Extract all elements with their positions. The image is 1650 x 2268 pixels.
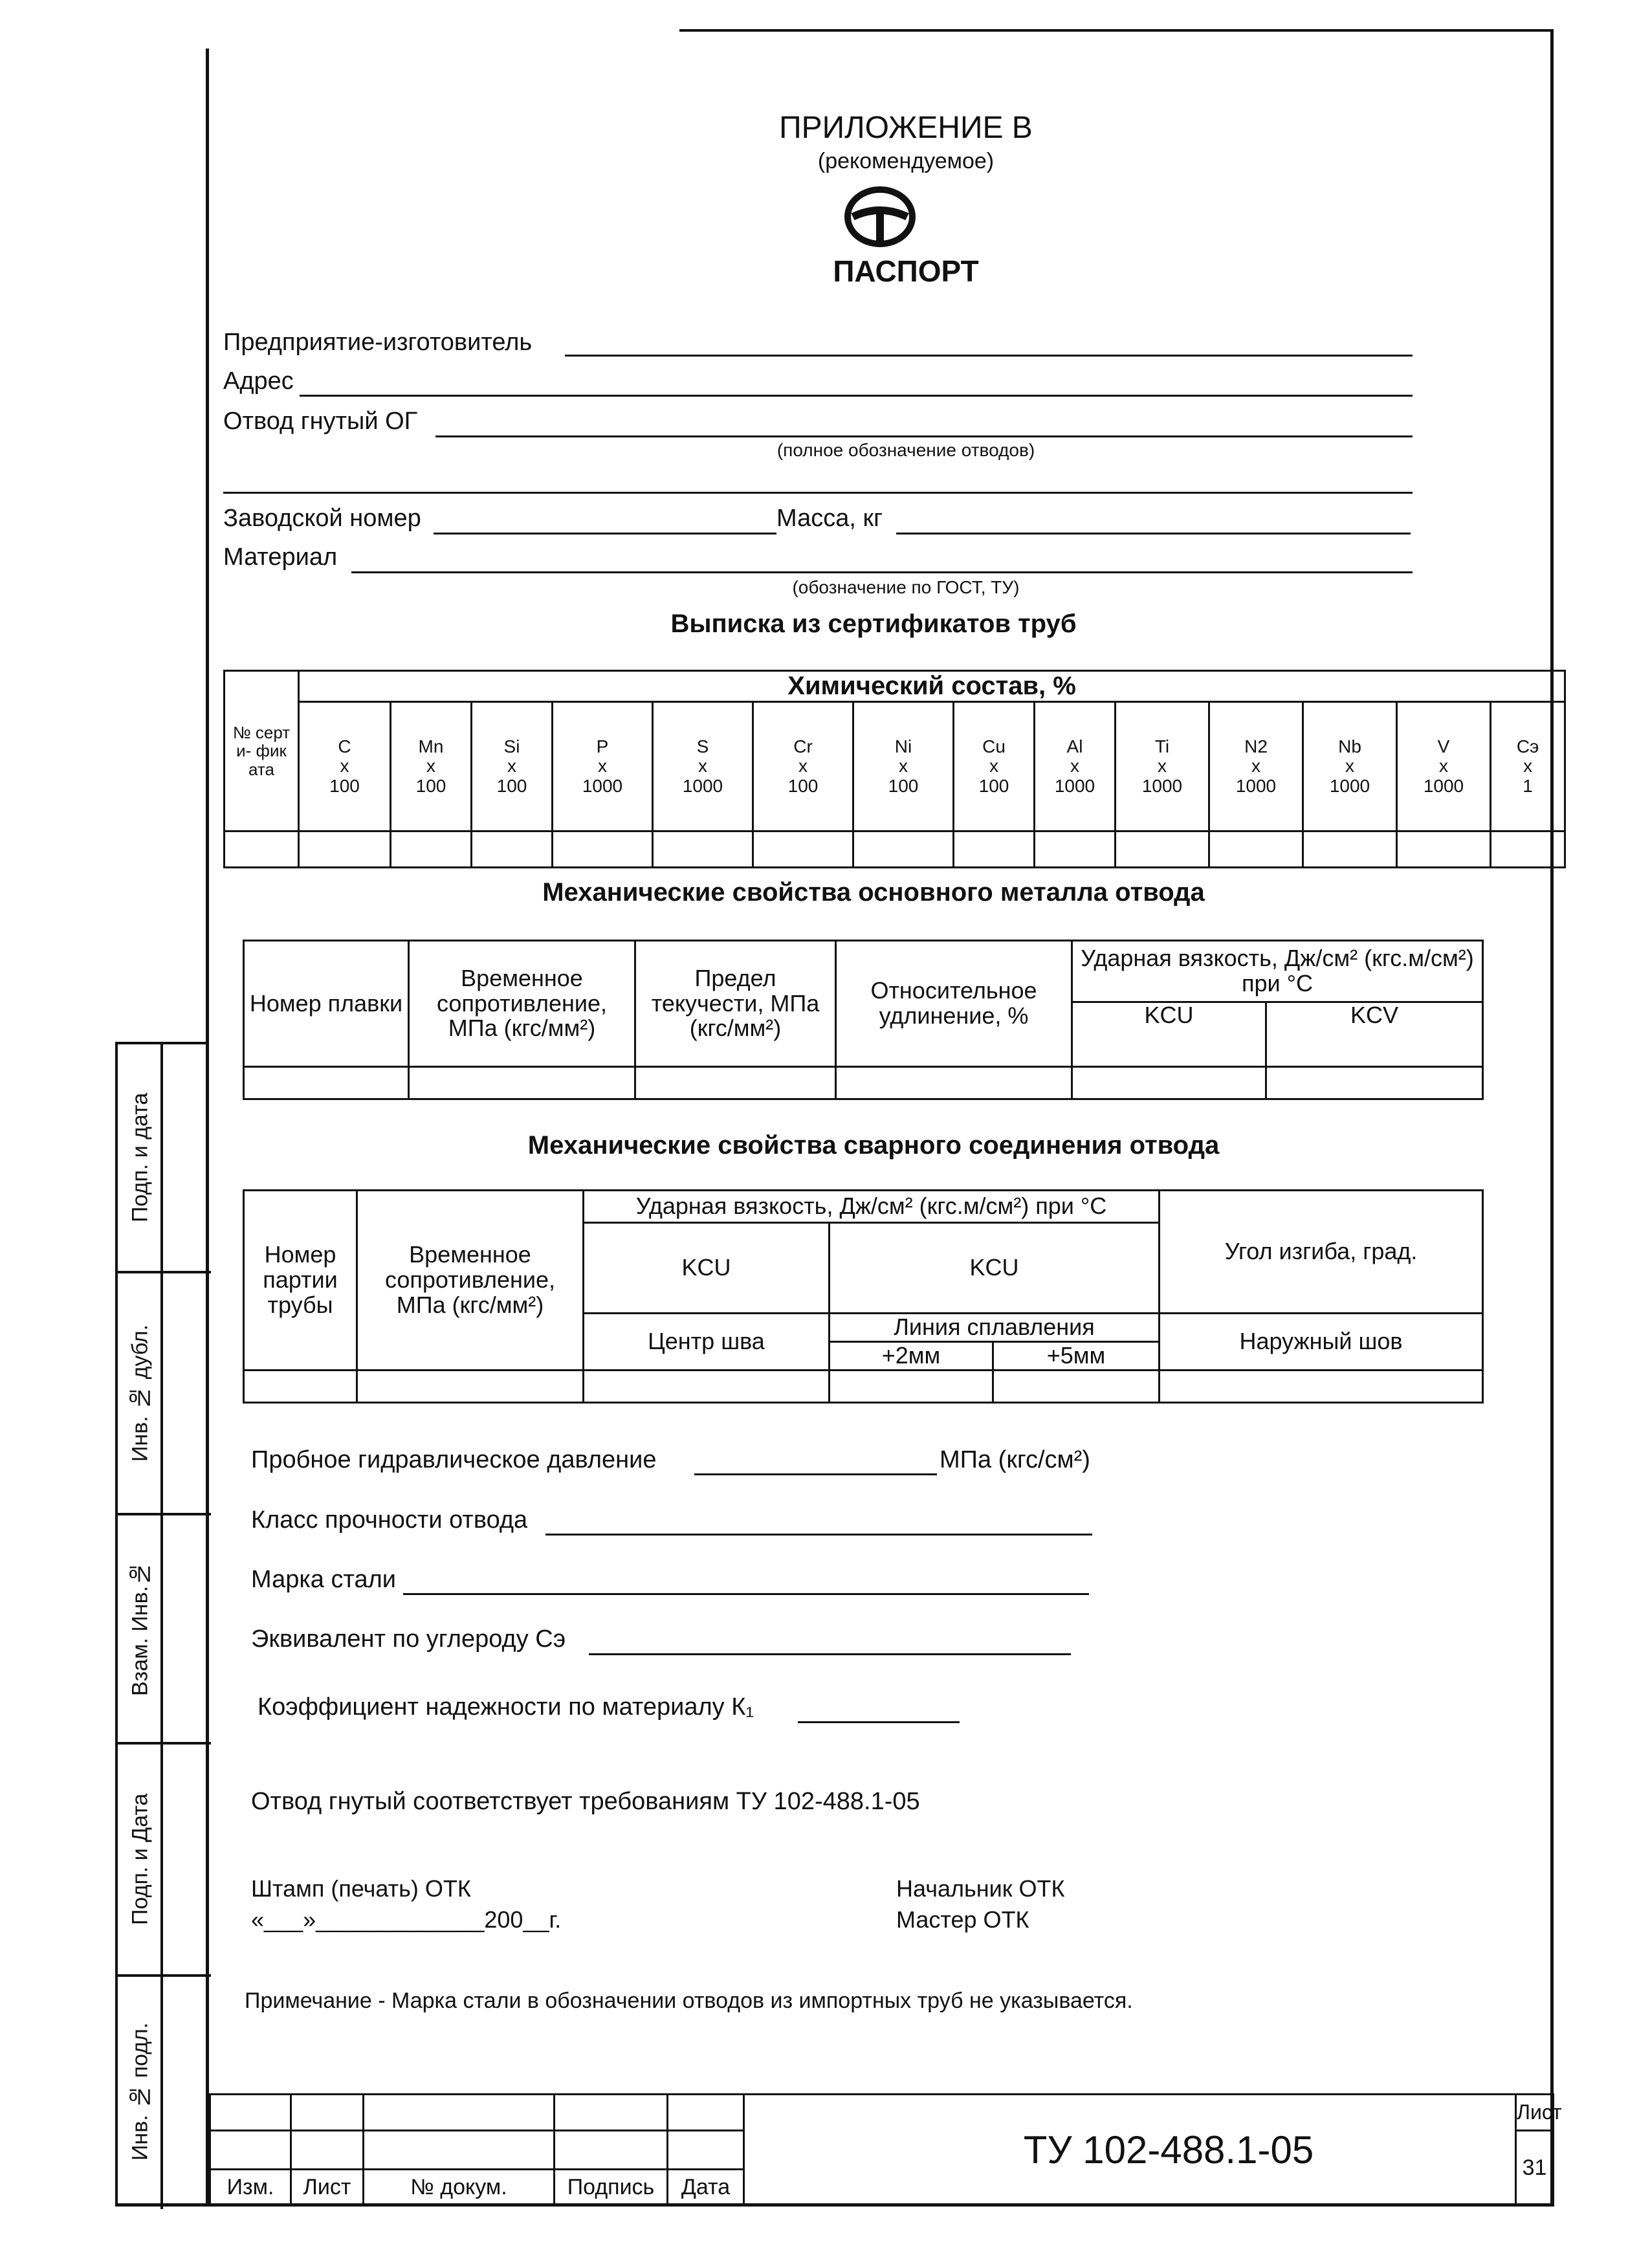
chem-element-factor: 1000 xyxy=(1141,775,1183,796)
chem-element-1 xyxy=(391,702,472,831)
chem-element-symbol: Ti xyxy=(1154,736,1170,757)
bend-line-2[interactable] xyxy=(223,492,1413,494)
pressure-label: Пробное гидравлическое давление xyxy=(251,1446,657,1473)
chem-section-title: Выписка из сертификатов труб xyxy=(670,610,1077,638)
chem-element-10 xyxy=(1209,702,1303,831)
address-label: Адрес xyxy=(223,368,294,395)
base-metal-table xyxy=(243,940,1484,1100)
yield-header: Предел текучести, МПа (кгс/мм²) xyxy=(635,941,836,1067)
heat-number-header: Номер плавки xyxy=(244,941,409,1067)
base-tensile-header: Временное сопротивление, МПа (кгс/мм²) xyxy=(409,941,635,1067)
chem-element-factor: 1000 xyxy=(582,775,623,796)
chem-element-factor: 1000 xyxy=(1423,775,1464,796)
chem-element-x: x xyxy=(1439,756,1448,776)
compliance-text: Отвод гнутый соответствует требованиям ТУ 102-488.1-05 xyxy=(251,1788,920,1815)
batch-header: Номер партии трубы xyxy=(244,1191,357,1371)
pressure-line[interactable] xyxy=(694,1473,937,1475)
gazprom-logo xyxy=(841,184,919,249)
chem-element-symbol: Cu xyxy=(982,736,1006,757)
coef-label: Коэффициент надежности по материалу К₁ xyxy=(258,1693,754,1721)
chem-element-symbol: S xyxy=(696,736,709,757)
chem-element-factor: 100 xyxy=(415,775,446,796)
side-sign-date-1: Подп. и дата xyxy=(127,1092,153,1223)
cert-header: № серт и- фик ата xyxy=(225,671,299,831)
chem-element-symbol: P xyxy=(596,736,609,757)
chem-element-3 xyxy=(553,702,653,831)
carbon-label: Эквивалент по углероду Сэ xyxy=(251,1625,566,1653)
chem-element-factor: 1 xyxy=(1523,775,1533,796)
kcv-header: KCV xyxy=(1266,1002,1483,1067)
pressure-unit: МПа (кгс/см²) xyxy=(940,1446,1090,1473)
chem-element-x: x xyxy=(698,756,707,776)
chem-element-4 xyxy=(653,702,753,831)
chem-element-factor: 1000 xyxy=(1054,775,1095,796)
chem-element-9 xyxy=(1116,702,1209,831)
chem-element-symbol: Сэ xyxy=(1516,736,1539,757)
chem-element-x: x xyxy=(1251,756,1260,776)
chem-element-x: x xyxy=(1070,756,1079,776)
doc-code: ТУ 102-488.1-05 xyxy=(744,2095,1516,2206)
weld-table xyxy=(243,1189,1484,1404)
bend-label: Отвод гнутый ОГ xyxy=(223,408,418,435)
chem-element-symbol: Nb xyxy=(1338,736,1361,757)
steel-label: Марка стали xyxy=(251,1566,397,1593)
chem-element-symbol: C xyxy=(338,736,351,757)
bend-angle-header: Угол изгиба, град. xyxy=(1160,1191,1483,1314)
stamp-label: Штамп (печать) ОТК xyxy=(251,1875,471,1902)
bend-line[interactable] xyxy=(435,435,1413,437)
side-sign-date-2: Подп. и Дата xyxy=(127,1793,153,1926)
chem-element-x: x xyxy=(798,756,808,776)
chem-data-row[interactable] xyxy=(225,831,1565,868)
frame-top-line xyxy=(679,29,1553,32)
base-impact-header: Ударная вязкость, Дж/см² (кгс.м/см²) при °С xyxy=(1072,941,1483,1002)
chem-element-x: x xyxy=(340,756,349,776)
chief-label: Начальник ОТК xyxy=(896,1875,1065,1902)
title-block xyxy=(209,2093,1562,2207)
bend-caption: (полное обозначение отводов) xyxy=(776,440,1035,460)
chem-element-symbol: Mn xyxy=(418,736,444,757)
signature-label: Подпись xyxy=(555,2170,668,2206)
kcu-header: KCU xyxy=(1072,1002,1266,1067)
chem-element-x: x xyxy=(1523,756,1533,776)
side-replace-inv: Взам. Инв.№ xyxy=(127,1561,153,1697)
weld-tensile-header: Временное сопротивление, МПа (кгс/мм²) xyxy=(357,1191,584,1371)
chem-element-factor: 100 xyxy=(978,775,1009,796)
chem-element-symbol: Al xyxy=(1066,736,1083,757)
chem-element-8 xyxy=(1035,702,1116,831)
chem-element-5 xyxy=(753,702,853,831)
mass-line[interactable] xyxy=(896,533,1411,534)
frame-right-line xyxy=(1550,29,1554,2207)
chem-element-factor: 1000 xyxy=(1329,775,1370,796)
date-line: «___»_____________200__г. xyxy=(251,1906,562,1933)
chem-element-factor: 100 xyxy=(496,775,527,796)
coef-line[interactable] xyxy=(798,1721,960,1723)
address-line[interactable] xyxy=(300,395,1413,397)
chem-element-x: x xyxy=(1345,756,1354,776)
appendix-subtitle: (рекомендуемое) xyxy=(817,149,995,173)
chem-element-symbol: N2 xyxy=(1244,736,1268,757)
chem-element-7 xyxy=(954,702,1035,831)
chem-element-x: x xyxy=(1158,756,1167,776)
passport-title: ПАСПОРТ xyxy=(833,254,979,288)
material-label: Материал xyxy=(223,544,338,571)
manufacturer-label: Предприятие-изготовитель xyxy=(223,329,533,356)
weld-data-row[interactable] xyxy=(244,1371,1483,1403)
date-label: Дата xyxy=(668,2170,744,2206)
chem-element-0 xyxy=(299,702,391,831)
chem-element-symbol: Ni xyxy=(894,736,912,757)
material-line[interactable] xyxy=(351,571,1413,573)
steel-line[interactable] xyxy=(403,1593,1089,1595)
plus2-header: +2мм xyxy=(830,1342,993,1371)
chem-element-factor: 100 xyxy=(888,775,919,796)
manufacturer-line[interactable] xyxy=(565,355,1413,357)
doc-no-label: № докум. xyxy=(364,2170,555,2206)
chem-element-factor: 1000 xyxy=(682,775,723,796)
base-metal-data-row[interactable] xyxy=(244,1067,1483,1099)
weld-title: Механические свойства сварного соединения отвода xyxy=(527,1131,1220,1160)
chem-element-6 xyxy=(853,702,954,831)
strength-label: Класс прочности отвода xyxy=(251,1506,528,1534)
weld-center-header: Центр шва xyxy=(584,1314,830,1371)
base-metal-title: Механические свойства основного металла отвода xyxy=(542,878,1205,907)
note-text: Примечание - Марка стали в обозначении отводов из импортных труб не указывается. xyxy=(245,1988,1133,2013)
chem-element-factor: 1000 xyxy=(1235,775,1277,796)
weld-kcu-2: KCU xyxy=(830,1223,1160,1314)
chem-element-factor: 100 xyxy=(787,775,819,796)
carbon-line[interactable] xyxy=(589,1653,1071,1655)
serial-label: Заводской номер xyxy=(223,505,421,532)
serial-line[interactable] xyxy=(434,533,776,534)
chem-element-11 xyxy=(1303,702,1397,831)
chem-element-x: x xyxy=(426,756,435,776)
composition-header: Химический состав, % xyxy=(299,671,1565,702)
chem-element-symbol: V xyxy=(1437,736,1450,757)
plus5-header: +5мм xyxy=(993,1342,1160,1371)
chem-element-12 xyxy=(1397,702,1491,831)
side-orig-inv: Инв. № подл. xyxy=(127,2022,153,2161)
list-label: Лист xyxy=(291,2170,364,2206)
izm-label: Изм. xyxy=(210,2170,291,2206)
appendix-title: ПРИЛОЖЕНИЕ В xyxy=(779,111,1033,145)
chem-element-x: x xyxy=(989,756,998,776)
chem-element-2 xyxy=(472,702,553,831)
fusion-line-header: Линия сплавления xyxy=(830,1314,1160,1342)
elongation-header: Относительное удлинение, % xyxy=(836,941,1072,1067)
chem-element-symbol: Si xyxy=(503,736,520,757)
chem-element-factor: 100 xyxy=(329,775,360,796)
weld-kcu-1: KCU xyxy=(584,1223,830,1314)
side-stamp xyxy=(115,1042,208,2207)
outer-seam-header: Наружный шов xyxy=(1160,1314,1483,1371)
sheet-number: 31 xyxy=(1516,2131,1554,2206)
chem-element-x: x xyxy=(507,756,516,776)
side-dup-inv: Инв. № дубл. xyxy=(127,1324,153,1462)
material-caption: (обозначение по ГОСТ, ТУ) xyxy=(792,577,1020,597)
weld-impact-header: Ударная вязкость, Дж/см² (кгс.м/см²) при °С xyxy=(584,1191,1160,1223)
chem-element-13 xyxy=(1491,702,1565,831)
chem-element-symbol: Cr xyxy=(793,736,813,757)
chem-element-x: x xyxy=(899,756,908,776)
chem-element-x: x xyxy=(598,756,607,776)
strength-line[interactable] xyxy=(545,1534,1092,1536)
sheet-label: Лист xyxy=(1516,2095,1554,2131)
master-label: Мастер ОТК xyxy=(896,1906,1029,1933)
chem-table xyxy=(223,670,1566,868)
mass-label: Масса, кг xyxy=(776,505,883,532)
